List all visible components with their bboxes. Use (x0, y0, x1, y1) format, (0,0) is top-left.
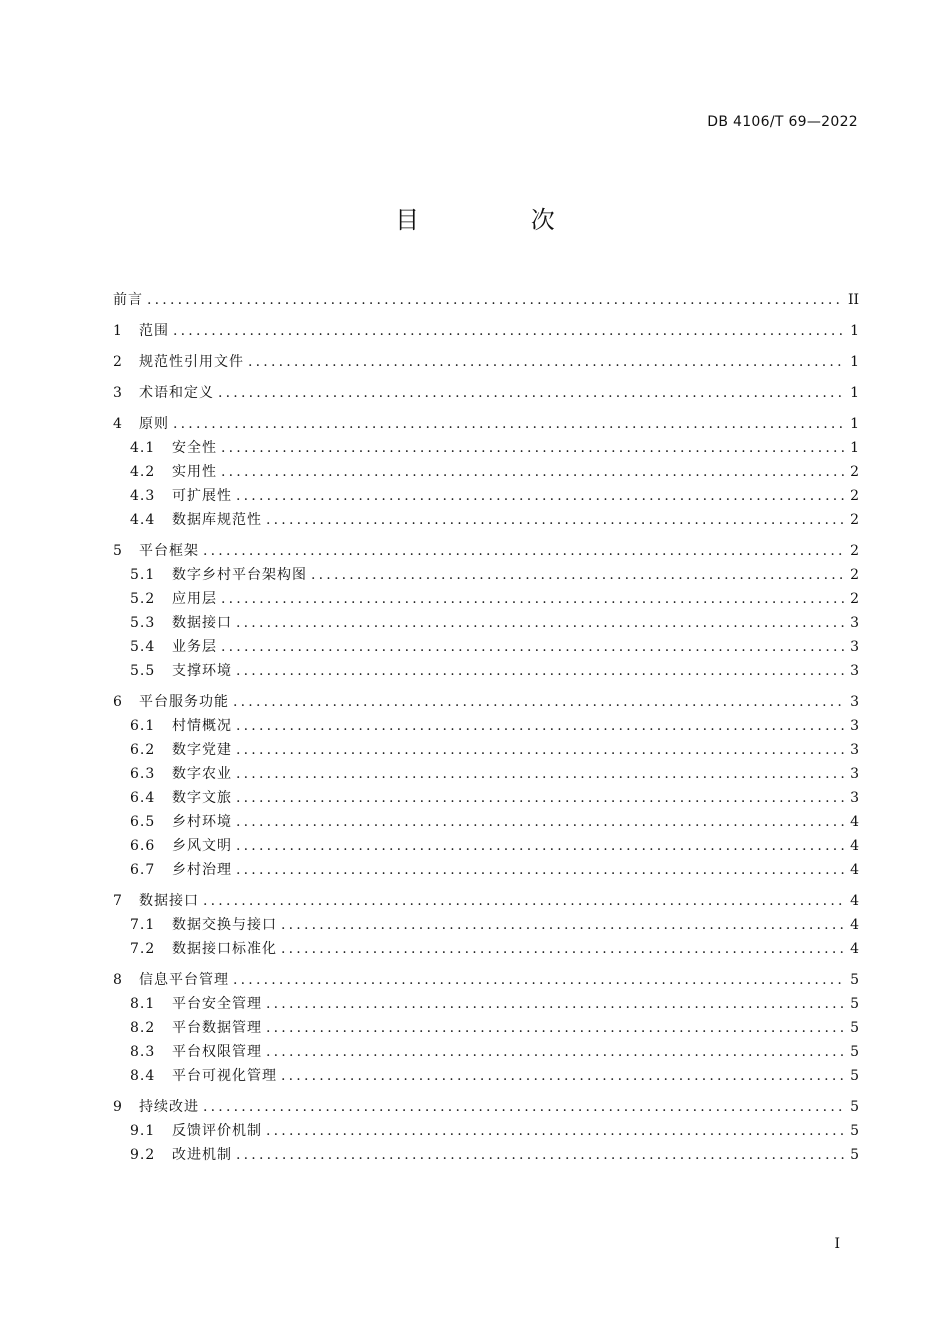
toc-entry-label: 原则 (139, 416, 169, 432)
toc-entry[interactable] (113, 587, 859, 611)
dot-leader (147, 288, 844, 312)
toc-entry[interactable] (113, 714, 859, 738)
toc-entry-label: 平台安全管理 (172, 996, 262, 1012)
toc-entry-number: 6.3 (130, 766, 156, 782)
toc-entry-number: 4 (113, 416, 122, 432)
toc-entry[interactable] (113, 1016, 859, 1040)
toc-entry[interactable] (113, 1143, 859, 1167)
toc-entry-number: 5.3 (130, 615, 156, 631)
toc-entry[interactable] (113, 1119, 859, 1143)
toc-entry-page: 1 (850, 323, 859, 339)
dot-leader (236, 834, 846, 858)
dot-leader (236, 786, 846, 810)
toc-entry-number: 4.4 (130, 512, 156, 528)
toc-entry-page: 1 (850, 354, 859, 370)
toc-entry[interactable] (113, 968, 859, 992)
toc-entry-page: 4 (850, 838, 859, 854)
toc-entry[interactable] (113, 834, 859, 858)
dot-leader (173, 319, 846, 343)
toc-entry[interactable] (113, 1095, 859, 1119)
dot-leader (281, 937, 846, 961)
toc-entry-page: 3 (850, 718, 859, 734)
toc-entry-number: 8.4 (130, 1068, 156, 1084)
dot-leader (281, 913, 846, 937)
toc-entry[interactable] (113, 659, 859, 683)
dot-leader (221, 460, 846, 484)
toc-title: 目 次 (395, 206, 607, 234)
toc-entry[interactable] (113, 412, 859, 436)
toc-entry-page: 4 (850, 941, 859, 957)
dot-leader (236, 714, 846, 738)
dot-leader (173, 412, 846, 436)
toc-entry-page: 4 (850, 893, 859, 909)
toc-entry-label: 信息平台管理 (139, 972, 229, 988)
toc-entry-number: 6.2 (130, 742, 156, 758)
toc-entry[interactable] (113, 889, 859, 913)
toc-entry[interactable] (113, 786, 859, 810)
dot-leader (203, 889, 846, 913)
toc-entry-number: 7 (113, 893, 122, 909)
dot-leader (266, 992, 846, 1016)
toc-entry-label: 平台框架 (139, 543, 199, 559)
dot-leader (236, 659, 846, 683)
toc-entry-number: 4.1 (130, 440, 156, 456)
footer-page-number: I (834, 1236, 840, 1252)
toc-entry-label: 数字文旅 (172, 790, 232, 806)
toc-entry-number: 5.2 (130, 591, 156, 607)
dot-leader (266, 1016, 846, 1040)
toc-entry[interactable] (113, 436, 859, 460)
dot-leader (248, 350, 846, 374)
document-code: DB 4106/T 69—2022 (707, 114, 858, 130)
toc-entry-page: 2 (850, 512, 859, 528)
toc-entry-number: 6.1 (130, 718, 156, 734)
toc-entry-number: 4.2 (130, 464, 156, 480)
toc-entry-number: 8.2 (130, 1020, 156, 1036)
dot-leader (203, 539, 846, 563)
toc-entry-label: 应用层 (172, 591, 217, 607)
toc-entry[interactable] (113, 810, 859, 834)
dot-leader (236, 738, 846, 762)
toc-entry-label: 平台数据管理 (172, 1020, 262, 1036)
toc-entry-label: 安全性 (172, 440, 217, 456)
toc-entry-page: 3 (850, 742, 859, 758)
toc-entry-number: 5.5 (130, 663, 156, 679)
toc-entry-label: 数字乡村平台架构图 (172, 567, 307, 583)
toc-entry-page: 2 (850, 464, 859, 480)
toc-entry-page: 2 (850, 567, 859, 583)
toc-entry-number: 6.7 (130, 862, 156, 878)
dot-leader (236, 858, 846, 882)
table-of-contents (113, 288, 859, 1167)
toc-entry-page: 3 (850, 615, 859, 631)
toc-entry-number: 7.1 (130, 917, 156, 933)
toc-entry-number: 6.4 (130, 790, 156, 806)
toc-entry-label: 数据接口标准化 (172, 941, 277, 957)
dot-leader (203, 1095, 846, 1119)
toc-entry-page: 3 (850, 639, 859, 655)
toc-entry-page: 2 (850, 488, 859, 504)
toc-entry[interactable] (113, 690, 859, 714)
toc-entry-number: 6.6 (130, 838, 156, 854)
toc-entry-page: 5 (850, 1044, 859, 1060)
toc-entry-label: 持续改进 (139, 1099, 199, 1115)
toc-entry-label: 改进机制 (172, 1147, 232, 1163)
toc-entry[interactable] (113, 858, 859, 882)
toc-entry-label: 数据接口 (139, 893, 199, 909)
toc-entry-label: 规范性引用文件 (139, 354, 244, 370)
toc-entry-page: 5 (850, 1068, 859, 1084)
toc-entry-label: 数据接口 (172, 615, 232, 631)
dot-leader (233, 690, 846, 714)
dot-leader (236, 762, 846, 786)
toc-entry-page: 5 (850, 1147, 859, 1163)
toc-entry-page: 2 (850, 591, 859, 607)
toc-entry-number: 4.3 (130, 488, 156, 504)
toc-entry-page: 1 (850, 385, 859, 401)
toc-entry[interactable] (113, 738, 859, 762)
toc-entry-label: 数据库规范性 (172, 512, 262, 528)
toc-entry-number: 2 (113, 354, 122, 370)
toc-entry-label: 数据交换与接口 (172, 917, 277, 933)
toc-entry-page: 3 (850, 663, 859, 679)
dot-leader (266, 1040, 846, 1064)
toc-entry[interactable] (113, 319, 859, 343)
toc-entry-page: 4 (850, 814, 859, 830)
toc-entry-label: 实用性 (172, 464, 217, 480)
toc-entry[interactable] (113, 288, 859, 312)
toc-entry-label: 前言 (113, 292, 143, 308)
toc-entry-number: 9.1 (130, 1123, 156, 1139)
toc-entry-number: 8.3 (130, 1044, 156, 1060)
dot-leader (218, 381, 846, 405)
dot-leader (236, 484, 846, 508)
toc-entry-number: 3 (113, 385, 122, 401)
dot-leader (236, 1143, 846, 1167)
toc-entry-page: 1 (850, 416, 859, 432)
toc-entry-number: 1 (113, 323, 122, 339)
toc-entry-page: 5 (850, 972, 859, 988)
toc-entry-number: 7.2 (130, 941, 156, 957)
toc-entry-label: 可扩展性 (172, 488, 232, 504)
toc-entry-page: 2 (850, 543, 859, 559)
toc-entry-number: 6.5 (130, 814, 156, 830)
toc-entry-page: 4 (850, 917, 859, 933)
toc-entry-number: 5.4 (130, 639, 156, 655)
toc-entry[interactable] (113, 350, 859, 374)
toc-entry-number: 9 (113, 1099, 122, 1115)
toc-entry[interactable] (113, 762, 859, 786)
toc-entry-page: II (847, 292, 859, 308)
toc-entry-label: 乡村治理 (172, 862, 232, 878)
toc-entry-label: 数字党建 (172, 742, 232, 758)
toc-entry[interactable] (113, 539, 859, 563)
toc-entry-number: 5.1 (130, 567, 156, 583)
toc-entry[interactable] (113, 1040, 859, 1064)
toc-entry-number: 8 (113, 972, 122, 988)
toc-entry[interactable] (113, 484, 859, 508)
toc-entry[interactable] (113, 913, 859, 937)
toc-entry[interactable] (113, 508, 859, 532)
dot-leader (281, 1064, 846, 1088)
dot-leader (236, 611, 846, 635)
toc-entry[interactable] (113, 992, 859, 1016)
toc-entry-label: 术语和定义 (139, 385, 214, 401)
toc-entry-number: 9.2 (130, 1147, 156, 1163)
dot-leader (266, 508, 846, 532)
toc-entry-page: 5 (850, 1099, 859, 1115)
toc-entry-label: 数字农业 (172, 766, 232, 782)
toc-entry-label: 平台可视化管理 (172, 1068, 277, 1084)
toc-entry-number: 5 (113, 543, 122, 559)
dot-leader (311, 563, 846, 587)
toc-entry-label: 业务层 (172, 639, 217, 655)
toc-entry-number: 8.1 (130, 996, 156, 1012)
toc-entry-page: 1 (850, 440, 859, 456)
toc-entry[interactable] (113, 563, 859, 587)
dot-leader (266, 1119, 846, 1143)
toc-entry-label: 范围 (139, 323, 169, 339)
toc-entry-label: 乡风文明 (172, 838, 232, 854)
toc-entry-page: 5 (850, 1020, 859, 1036)
toc-entry-page: 3 (850, 694, 859, 710)
toc-entry[interactable] (113, 381, 859, 405)
toc-entry-label: 反馈评价机制 (172, 1123, 262, 1139)
toc-entry[interactable] (113, 611, 859, 635)
toc-entry-page: 3 (850, 790, 859, 806)
toc-entry-label: 平台服务功能 (139, 694, 229, 710)
toc-entry-page: 3 (850, 766, 859, 782)
toc-entry[interactable] (113, 460, 859, 484)
toc-entry-number: 6 (113, 694, 122, 710)
toc-entry[interactable] (113, 937, 859, 961)
toc-entry-label: 村情概况 (172, 718, 232, 734)
toc-entry-label: 支撑环境 (172, 663, 232, 679)
dot-leader (221, 587, 846, 611)
toc-entry-page: 4 (850, 862, 859, 878)
toc-entry-page: 5 (850, 1123, 859, 1139)
toc-entry[interactable] (113, 635, 859, 659)
toc-entry[interactable] (113, 1064, 859, 1088)
dot-leader (221, 436, 846, 460)
toc-entry-label: 乡村环境 (172, 814, 232, 830)
dot-leader (221, 635, 846, 659)
dot-leader (236, 810, 846, 834)
toc-entry-label: 平台权限管理 (172, 1044, 262, 1060)
toc-entry-page: 5 (850, 996, 859, 1012)
dot-leader (233, 968, 846, 992)
